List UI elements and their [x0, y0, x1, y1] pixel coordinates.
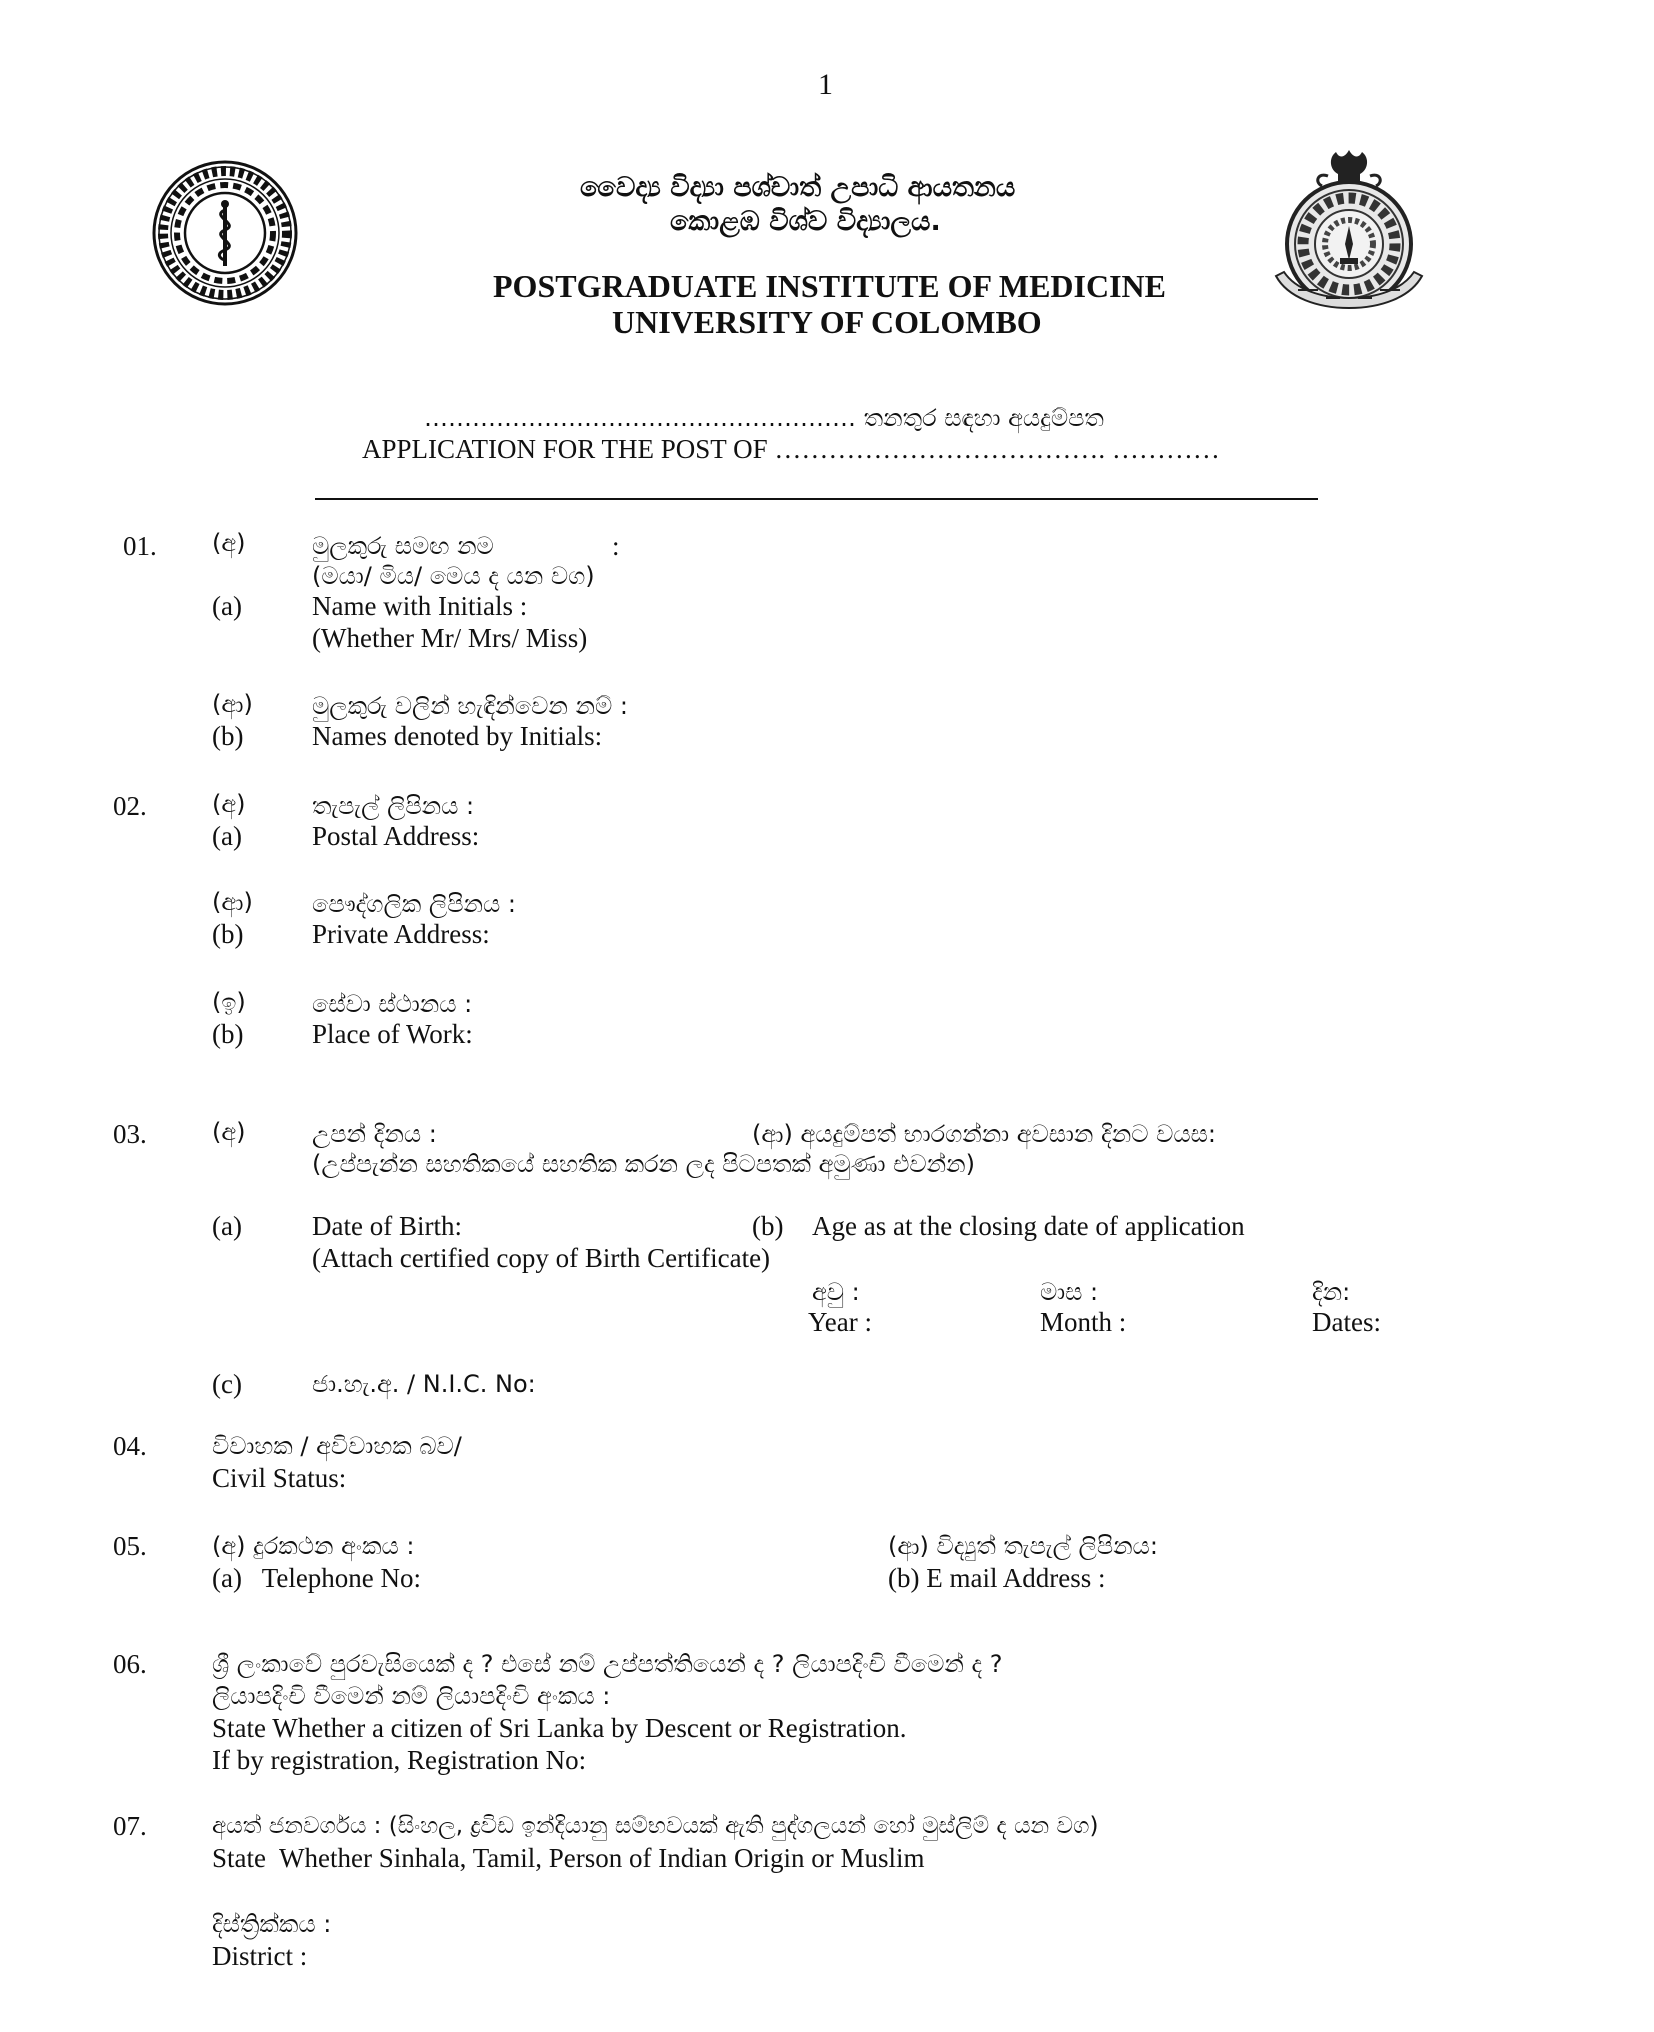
ethnicity-label: State Whether Sinhala, Tamil, Person of Indian Origin or Muslim	[212, 1843, 925, 1873]
s06-si-line2: ලියාපදිංචි වීමෙන් නම් ලියාපදිංචි අංකය :	[212, 1682, 611, 1710]
telephone-label: (a) Telephone No:	[212, 1563, 422, 1593]
s02-a-si-text: තැපැල් ලිපිනය :	[312, 792, 475, 820]
s01-a-si-text: මුලකුරු සමඟ නම	[312, 532, 494, 560]
section-01-number: 01.	[123, 531, 157, 561]
s07-si-line1: අයත් ජනවර්ගය : (සිංහල, ද්‍රවිඩ ඉන්දියානු සම්භවයක් ඇති පුද්ගලයන් හෝ මුස්ලිම් ද යන වග)	[212, 1813, 1099, 1839]
s01-a-si-sub: (මයා/ මිය/ මෙය ද යන වග)	[312, 562, 595, 590]
s02-a-en-label: (a)	[212, 821, 242, 851]
section-04-number: 04.	[113, 1431, 147, 1461]
names-denoted-label: Names denoted by Initials:	[312, 721, 603, 751]
s02-c-si-text: සේවා ස්ථානය :	[312, 990, 473, 1018]
section-06-number: 06.	[113, 1649, 147, 1679]
s01-a-en-sub: (Whether Mr/ Mrs/ Miss)	[312, 623, 588, 653]
s04-si-text: විවාහක / අවිවාහක බව/	[212, 1432, 462, 1460]
name-with-initials-label: Name with Initials :	[312, 591, 528, 621]
s05-a-si: (අ) දුරකථන අංකය :	[212, 1532, 415, 1560]
page-number: 1	[818, 68, 833, 101]
s02-b-si-text: පෞද්ගලික ලිපිනය :	[312, 890, 516, 918]
university-title: UNIVERSITY OF COLOMBO	[612, 304, 1042, 340]
age-closing-date-label: Age as at the closing date of application	[812, 1211, 1245, 1241]
s03-a-en-sub: (Attach certified copy of Birth Certificate)	[312, 1243, 771, 1273]
age-dates-label: Dates:	[1312, 1307, 1381, 1337]
age-year-label: Year :	[808, 1307, 873, 1337]
header-sinhala-line1: වෛද්‍ය විද්‍යා පශ්චාත් උපාධි ආයතනය	[580, 172, 1016, 203]
citizenship-label: State Whether a citizen of Sri Lanka by Descent or Registration.	[212, 1713, 907, 1743]
university-crest-logo	[1268, 148, 1430, 318]
s02-b-en-label: (b)	[212, 919, 244, 949]
s06-si-line1: ශ්‍රී ලංකාවේ පුරවැසියෙක් ද ? එසේ නම් උප්පත්තියෙන් ද ? ලියාපදිංචි වීමෙන් ද ?	[212, 1650, 1003, 1678]
s01-a-colon: :	[612, 531, 620, 561]
age-day-si: දින:	[1312, 1278, 1351, 1306]
s02-c-en-label: (b)	[212, 1019, 244, 1049]
s01-b-si-label: (ආ)	[212, 690, 253, 718]
registration-no-label: If by registration, Registration No:	[212, 1745, 587, 1775]
age-month-si: මාස :	[1040, 1278, 1099, 1306]
postal-address-label: Postal Address:	[312, 821, 480, 851]
institute-title: POSTGRADUATE INSTITUTE OF MEDICINE	[493, 268, 1166, 304]
s02-c-si-label: (ඉ)	[212, 988, 246, 1016]
civil-status-label: Civil Status:	[212, 1463, 347, 1493]
date-of-birth-label: Date of Birth:	[312, 1211, 462, 1241]
s03-b-en-label: (b)	[752, 1211, 784, 1241]
s01-b-en-label: (b)	[212, 721, 244, 751]
s03-b-si-text: (ආ) අයදුම්පත් භාරගන්නා අවසාන දිනට වයස:	[752, 1120, 1216, 1148]
email-address-label: (b) E mail Address :	[888, 1563, 1106, 1593]
pgim-logo	[152, 160, 298, 306]
application-title-english: APPLICATION FOR THE POST OF ………………………………. …………	[362, 434, 1220, 464]
private-address-label: Private Address:	[312, 919, 490, 949]
s01-a-en-label: (a)	[212, 591, 242, 621]
district-label: District :	[212, 1941, 308, 1971]
s03-a-en-label: (a)	[212, 1211, 242, 1241]
nic-number-label: ජා.හැ.අ. / N.I.C. No:	[312, 1370, 536, 1398]
s01-b-si-text: මුලකුරු වලින් හැඳින්වෙන නම් :	[312, 692, 628, 720]
s07-district-si: දිස්ත්‍රික්කය :	[212, 1910, 332, 1938]
header-sinhala-line2: කොළඹ විශ්ව විද්‍යාලය.	[670, 206, 941, 237]
s03-a-si-label: (අ)	[212, 1118, 246, 1146]
age-month-label: Month :	[1040, 1307, 1127, 1337]
section-05-number: 05.	[113, 1531, 147, 1561]
place-of-work-label: Place of Work:	[312, 1019, 473, 1049]
age-year-si: අවු :	[812, 1278, 860, 1306]
header-divider	[315, 498, 1318, 500]
s03-c-label: (c)	[212, 1369, 242, 1399]
s02-b-si-label: (ආ)	[212, 888, 253, 916]
s03-a-si-text: උපන් දිනය :	[312, 1120, 437, 1148]
section-02-number: 02.	[113, 791, 147, 821]
s02-a-si-label: (අ)	[212, 790, 246, 818]
section-03-number: 03.	[113, 1119, 147, 1149]
s05-b-si: (ආ) විද්‍යුත් තැපැල් ලිපිනය:	[888, 1532, 1158, 1560]
section-07-number: 07.	[113, 1811, 147, 1841]
s01-a-si-label: (අ)	[212, 529, 246, 557]
application-title-sinhala: ……………………………………………… තනතුර සඳහා අයදුම්පත	[424, 404, 1104, 432]
s03-a-si-sub: (උප්පැන්න සහතිකයේ සහතික කරන ලද පිටපතක් අමුණා එවන්න)	[312, 1150, 975, 1178]
